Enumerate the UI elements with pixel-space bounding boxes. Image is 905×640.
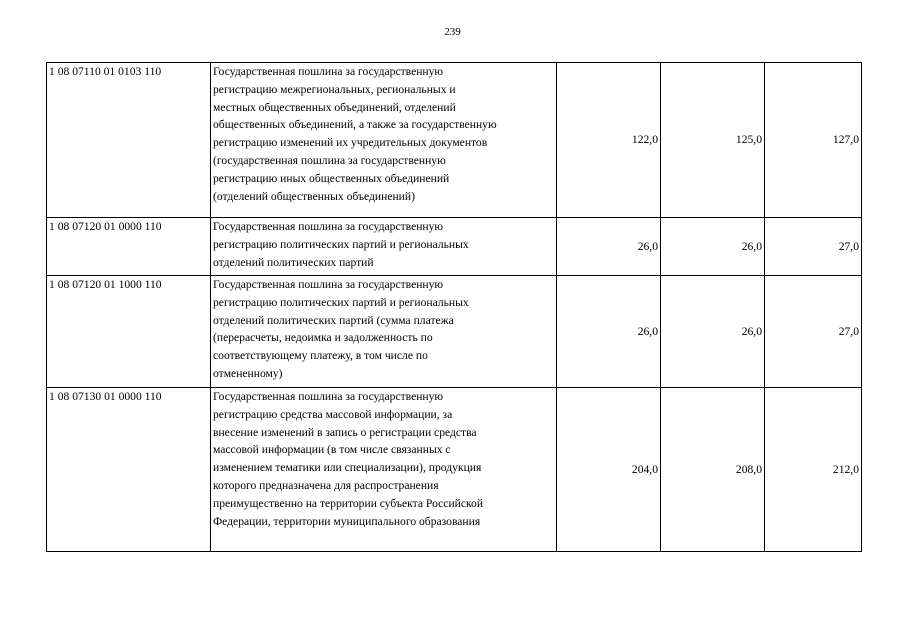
table-row <box>47 276 862 388</box>
value-year-1: 204,0 <box>557 388 661 552</box>
value-year-2: 26,0 <box>661 276 765 388</box>
revenue-description: Государственная пошлина за государственную регистрацию средства массовой информации, за внесение изменений в запись о регистрации средства массовой информации (в том числе связанных с изменением тематики или специализации), продукция которого предназначена для распространения преимущественно на территории субъекта Российской Федерации, территории муниципального образования <box>213 390 484 528</box>
value-year-3: 212,0 <box>765 388 862 552</box>
table-row <box>47 218 862 276</box>
revenue-description: Государственная пошлина за государственную регистрацию политических партий и региональных отделений политических партий <box>213 220 469 269</box>
value-year-1: 26,0 <box>557 276 661 388</box>
classification-code: 1 08 07130 01 0000 110 <box>47 388 211 552</box>
value-year-1: 122,0 <box>557 63 661 218</box>
value-year-3: 127,0 <box>765 63 862 218</box>
revenue-description: Государственная пошлина за государственную регистрацию политических партий и региональных отделений политических партий (сумма платежа (перерасчеты, недоимка и задолженность по соответствующему платежу, в том числе по отмененному) <box>213 278 469 380</box>
value-year-1: 26,0 <box>557 218 661 276</box>
table-row <box>47 63 862 218</box>
classification-code: 1 08 07120 01 0000 110 <box>47 218 211 276</box>
classification-code: 1 08 07110 01 0103 110 <box>47 63 211 218</box>
classification-code: 1 08 07120 01 1000 110 <box>47 276 211 388</box>
revenue-description: Государственная пошлина за государственную регистрацию межрегиональных, региональных и местных общественных объединений, отделений общественных объединений, а также за государственную регистрацию изменений их учредительных документов (государственная пошлина за государственную регистрацию иных общественных объединений (отделений общественных объединений) <box>213 65 497 203</box>
value-year-2: 26,0 <box>661 218 765 276</box>
page-number: 239 <box>444 26 461 38</box>
value-year-3: 27,0 <box>765 276 862 388</box>
value-year-2: 208,0 <box>661 388 765 552</box>
budget-table <box>46 62 862 552</box>
table-row <box>47 388 862 552</box>
value-year-2: 125,0 <box>661 63 765 218</box>
value-year-3: 27,0 <box>765 218 862 276</box>
